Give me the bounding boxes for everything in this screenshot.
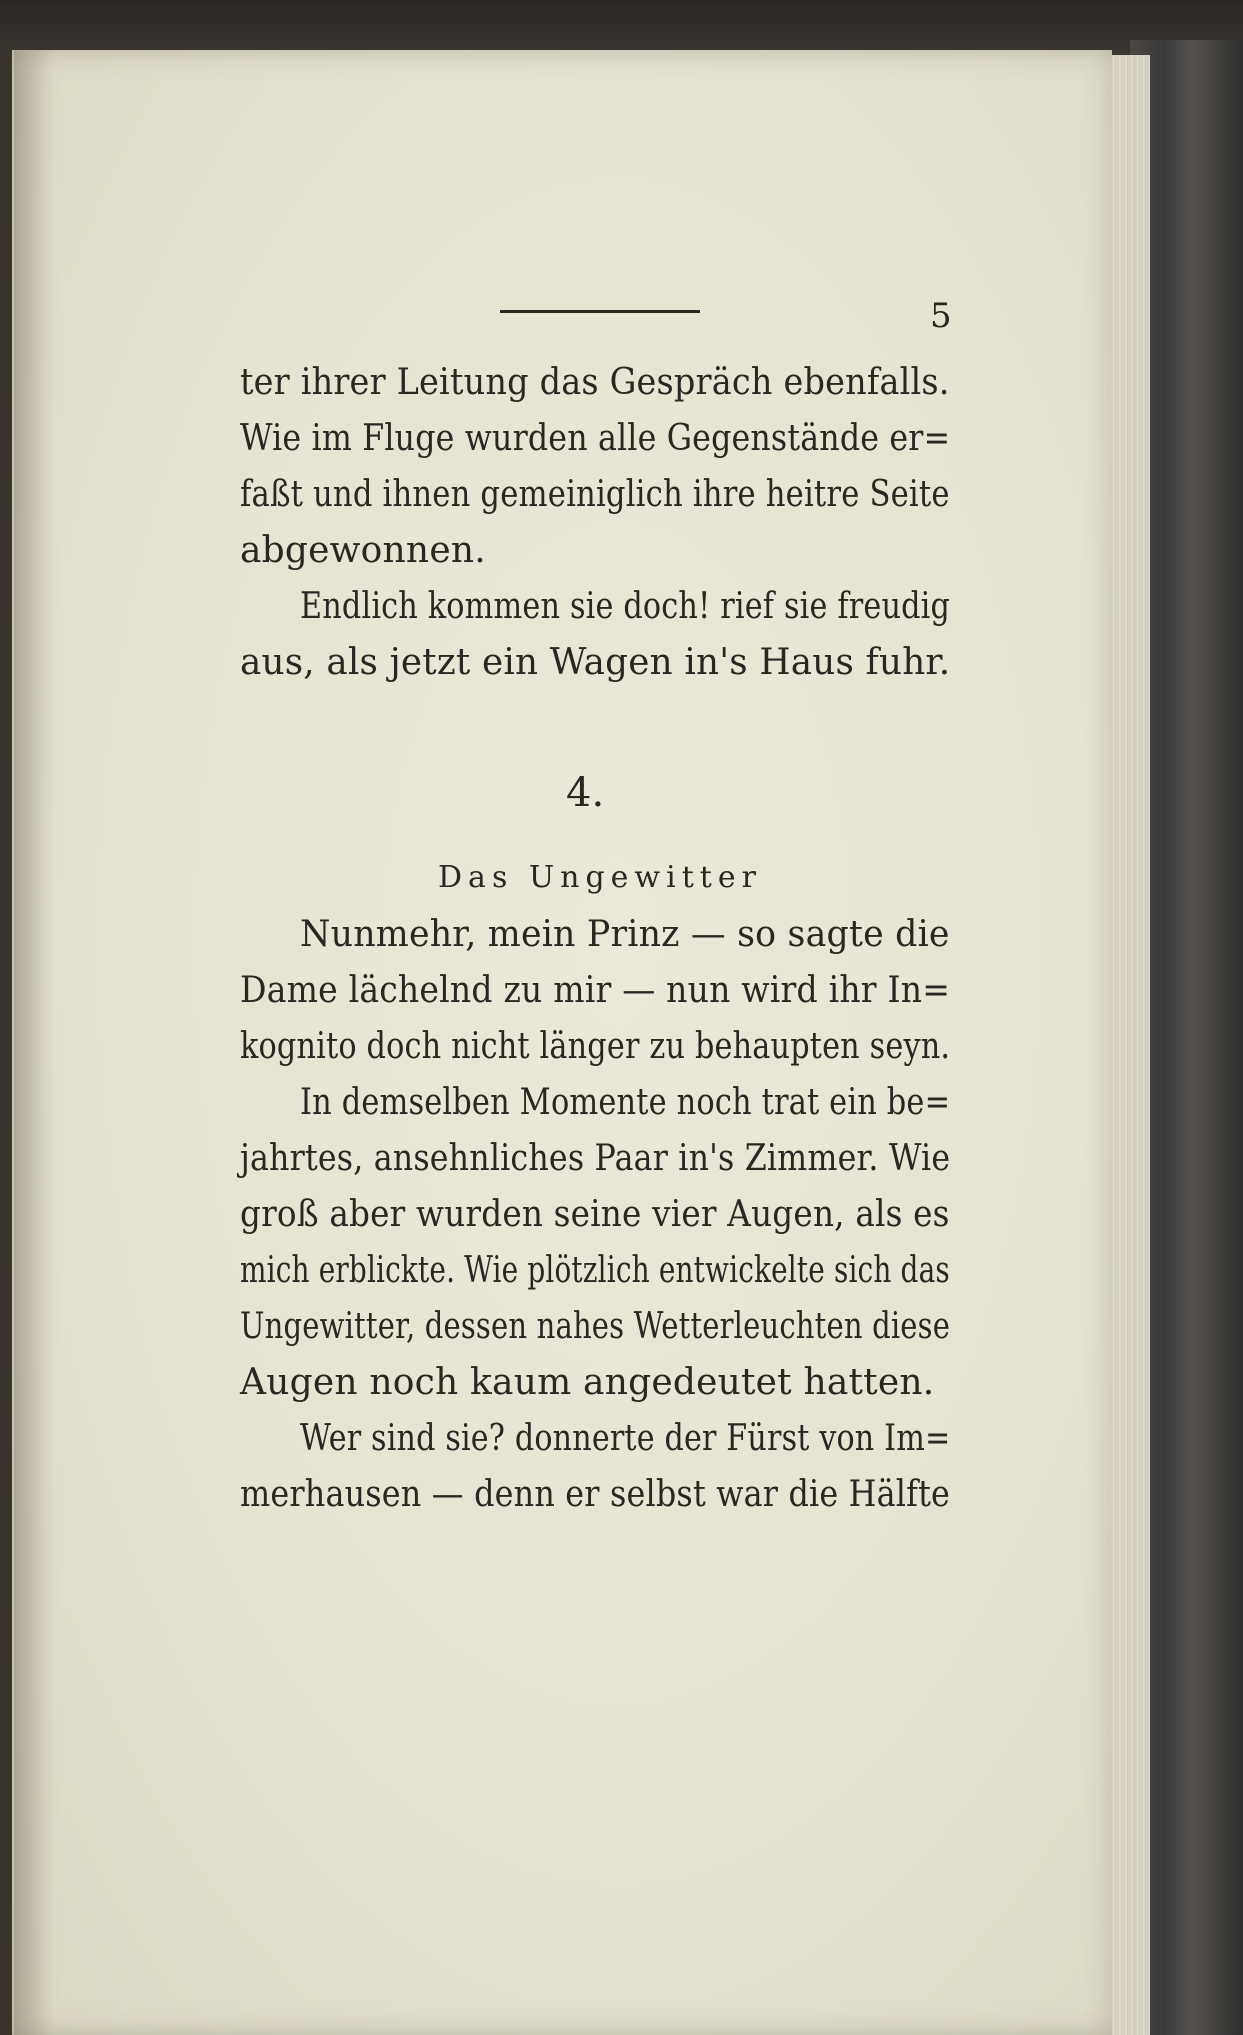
text-line: aus, als jetzt ein Wagen in's Haus fuhr. bbox=[240, 642, 951, 683]
text-line: ter ihrer Leitung das Gespräch ebenfalls. bbox=[240, 362, 950, 403]
section-title: Das Ungewitter bbox=[438, 860, 762, 895]
text-line: In demselben Momente noch trat ein be= bbox=[300, 1082, 951, 1123]
text-line: Wer sind sie? donnerte der Fürst von Im= bbox=[300, 1418, 951, 1459]
text-line: mich erblickte. Wie plötzlich entwickelte sich das bbox=[240, 1250, 950, 1291]
text-line: Dame lächelnd zu mir — nun wird ihr In= bbox=[240, 970, 951, 1011]
header-rule bbox=[500, 310, 700, 313]
section-number: 4. bbox=[566, 770, 605, 816]
text-line: jahrtes, ansehnliches Paar in's Zimmer. Wie bbox=[240, 1138, 951, 1179]
text-line: Endlich kommen sie doch! rief sie freudig bbox=[300, 586, 951, 627]
text-line: kognito doch nicht länger zu behaupten seyn. bbox=[240, 1026, 951, 1067]
page-gutter-shadow bbox=[14, 50, 54, 2035]
page-number: 5 bbox=[930, 296, 952, 336]
text-line: abgewonnen. bbox=[240, 530, 486, 571]
text-line: Augen noch kaum angedeutet hatten. bbox=[240, 1362, 935, 1403]
text-line: groß aber wurden seine vier Augen, als es bbox=[240, 1194, 950, 1235]
text-line: faßt und ihnen gemeiniglich ihre heitre Seite bbox=[240, 474, 950, 515]
text-line: Ungewitter, dessen nahes Wetterleuchten diese bbox=[240, 1306, 951, 1347]
text-line: merhausen — denn er selbst war die Hälfte bbox=[240, 1474, 951, 1515]
text-line: Wie im Fluge wurden alle Gegenstände er= bbox=[240, 418, 951, 459]
text-line: Nunmehr, mein Prinz — so sagte die bbox=[300, 914, 950, 955]
